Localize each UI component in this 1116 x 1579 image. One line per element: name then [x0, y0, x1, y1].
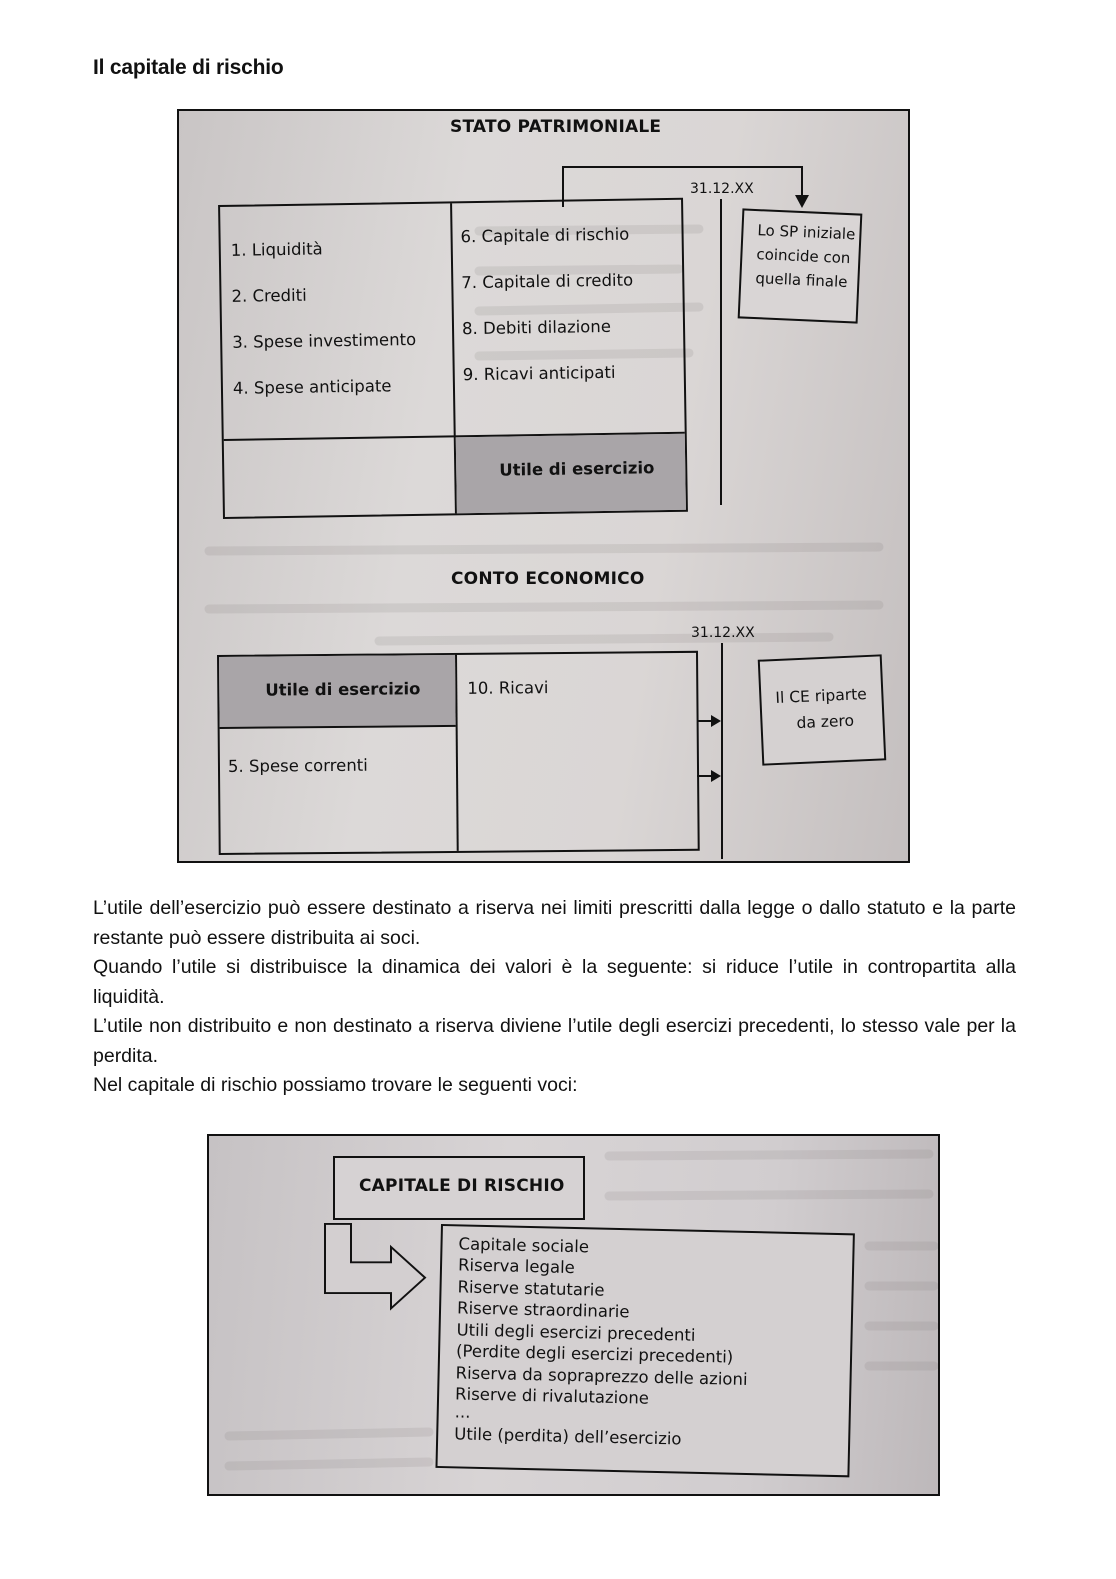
sp-closing-line	[720, 199, 722, 505]
ce-ricavi-label: 10. Ricavi	[467, 678, 549, 698]
list-item: Riserva da sopraprezzo delle azioni	[455, 1363, 748, 1389]
sp-table	[218, 198, 688, 519]
balance-sheet-figure	[177, 109, 910, 863]
paragraph: L’utile dell’esercizio può essere destinato a riserva nei limiti prescritti dalla legge o dallo statuto e la parte restante può essere distribuita ai soci.	[93, 897, 1016, 949]
sp-right-item: 8. Debiti dilazione	[461, 316, 612, 339]
sp-note-line: quella finale	[755, 269, 848, 292]
list-item: Riserve straordinarie	[456, 1298, 630, 1322]
sp-note-line: coincide con	[756, 245, 851, 268]
list-item: ...	[454, 1402, 471, 1422]
ce-utile-label: Utile di esercizio	[265, 679, 421, 700]
sp-left-item: 3. Spese investimento	[232, 329, 417, 352]
outline-arrow	[321, 1222, 441, 1312]
capitale-di-rischio-title: CAPITALE DI RISCHIO	[359, 1176, 565, 1196]
list-item: Utili degli esercizi precedenti	[456, 1320, 696, 1345]
list-item: Riserva legale	[457, 1255, 576, 1278]
page-heading: Il capitale di rischio	[93, 56, 284, 79]
ce-note-line: da zero	[796, 711, 855, 733]
ce-transfer-arrows	[697, 709, 727, 789]
paragraph: L’utile non distribuito e non destinato a riserva diviene l’utile degli esercizi precedenti, lo stesso vale per la perdita.	[93, 1015, 1016, 1067]
sp-left-item: 2. Crediti	[231, 285, 307, 306]
list-item: Utile (perdita) dell’esercizio	[454, 1424, 682, 1449]
sp-right-item: 9. Ricavi anticipati	[462, 362, 616, 385]
voci-list-box	[435, 1224, 854, 1477]
list-item: (Perdite degli esercizi precedenti)	[455, 1341, 734, 1367]
sp-left-item: 1. Liquidità	[230, 239, 323, 260]
capitale-di-rischio-box	[333, 1156, 585, 1220]
list-item: Riserve statutarie	[457, 1277, 605, 1300]
list-item: Riserve di rivalutazione	[454, 1384, 650, 1408]
ce-table	[217, 651, 700, 855]
stato-patrimoniale-title: STATO PATRIMONIALE	[450, 117, 662, 137]
sp-note-box	[738, 208, 863, 323]
ce-closing-date-label: 31.12.XX	[691, 625, 755, 641]
sp-right-item: 6. Capitale di rischio	[460, 224, 630, 247]
sp-left-item: 4. Spese anticipate	[232, 376, 392, 398]
sp-utile-label: Utile di esercizio	[499, 458, 655, 480]
sp-right-item: 7. Capitale di credito	[461, 270, 634, 293]
ce-spese-label: 5. Spese correnti	[227, 755, 368, 776]
ce-note-line: Il CE riparte	[775, 685, 868, 708]
paragraph: Quando l’utile si distribuisce la dinamica dei valori è la seguente: si riduce l’utile in contropartita alla liquidità.	[93, 956, 1016, 1008]
sp-note-line: Lo SP iniziale	[757, 221, 856, 244]
ce-note-box	[758, 654, 887, 765]
capitale-di-rischio-figure	[207, 1134, 940, 1496]
list-intro: Nel capitale di rischio possiamo trovare le seguenti voci:	[93, 1074, 578, 1096]
list-item: Capitale sociale	[458, 1234, 590, 1257]
closing-date-label: 31.12.XX	[690, 181, 754, 197]
conto-economico-title: CONTO ECONOMICO	[451, 569, 645, 589]
ce-column-divider	[455, 655, 459, 851]
